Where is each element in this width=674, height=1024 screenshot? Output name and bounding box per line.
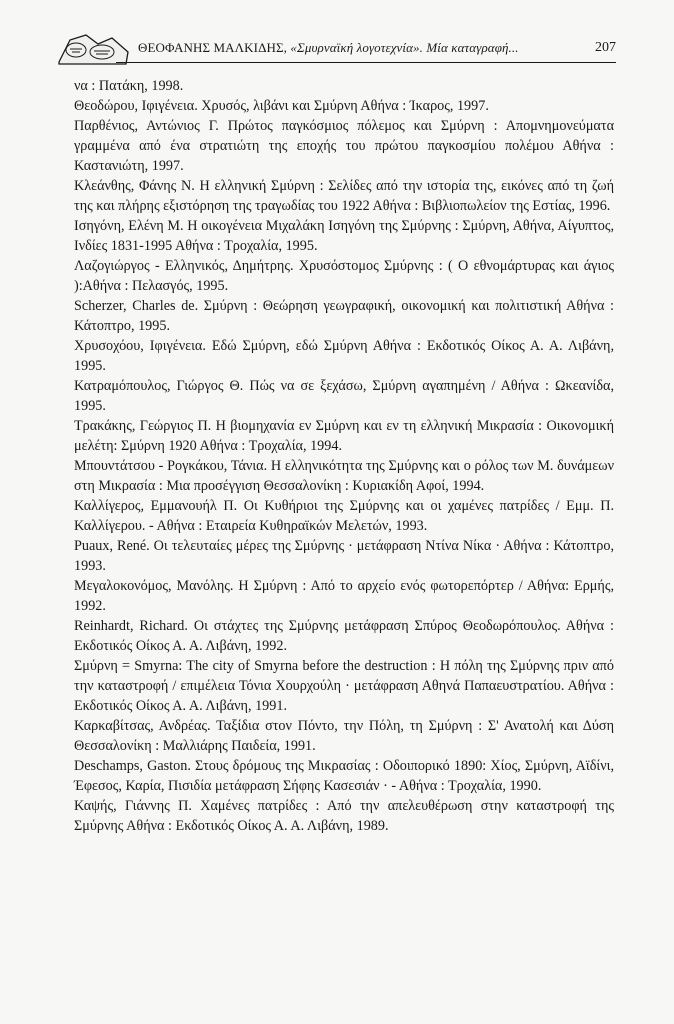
header-title: «Σμυρναϊκή λογοτεχνία». Μία καταγραφή... — [290, 40, 519, 55]
bibliography-entry: Μεγαλοκονόμος, Μανόλης. Η Σμύρνη : Από το αρχείο ενός φωτορεπόρτερ / Αθήνα: Ερμής, 1992. — [74, 578, 614, 614]
bibliography-entry: Καρκαβίτσας, Ανδρέας. Ταξίδια στον Πόντο, την Πόλη, τη Σμύρνη : Σ' Ανατολή και Δύση Θεσσαλονίκη : Μαλλιάρης Παιδεία, 1991. — [74, 718, 614, 754]
bibliography-entry: Κατραμόπουλος, Γιώργος Θ. Πώς να σε ξεχάσω, Σμύρνη αγαπημένη / Αθήνα : Ωκεανίδα, 1995. — [74, 378, 614, 414]
header-rule — [116, 62, 616, 63]
bibliography-entry: Παρθένιος, Αντώνιος Γ. Πρώτος παγκόσμιος πόλεμος και Σμύρνη : Απομνημονεύματα γραμμένα από ένα στρατιώτη της εποχής του πρώτου παγκοσμίου πολέμου Αθήνα : Καστανιώτη, 1997. — [74, 118, 614, 174]
page-number: 207 — [595, 40, 616, 55]
bibliography-entry: Κλεάνθης, Φάνης Ν. Η ελληνική Σμύρνη : Σελίδες από την ιστορία της, εικόνες από τη ζωή της και πλήρης εξιστόρηση της τραγωδίας του 1922 Αθήνα : Βιβλιοπωλείον της Εστίας, 1996. — [74, 178, 614, 214]
bibliography-entry: Καλλίγερος, Εμμανουήλ Π. Οι Κυθήριοι της Σμύρνης και οι χαμένες πατρίδες / Εμμ. Π. Καλλίγερου. - Αθήνα : Εταιρεία Κυθηραϊκών Μελετών, 1993. — [74, 498, 614, 534]
bibliography-entry: Puaux, René. Οι τελευταίες μέρες της Σμύρνης · μετάφραση Ντίνα Νίκα · Αθήνα : Κάτοπτρο, 1993. — [74, 538, 614, 574]
bibliography-entry: Deschamps, Gaston. Στους δρόμους της Μικρασίας : Οδοιπορικό 1890: Χίος, Σμύρνη, Αϊδίνι, Έφεσος, Καρία, Πισιδία μετάφραση Σήφης Κασεσιάν · - Αθήνα : Τροχαλία, 1990. — [74, 758, 614, 794]
running-header — [56, 28, 616, 68]
bibliography-entry: Καψής, Γιάννης Π. Χαμένες πατρίδες : Από την απελευθέρωση στην καταστροφή της Σμύρνης Αθήνα : Εκδοτικός Οίκος Α. Α. Λιβάνη, 1989. — [74, 798, 614, 834]
publisher-logo-icon — [56, 32, 132, 66]
bibliography-entry: Ισηγόνη, Ελένη Μ. Η οικογένεια Μιχαλάκη Ισηγόνη της Σμύρνης : Σμύρνη, Αθήνα, Αίγυπτος, Ινδίες 1831-1995 Αθήνα : Τροχαλία, 1995. — [74, 218, 614, 254]
bibliography-list — [74, 76, 614, 836]
bibliography-entry: Σμύρνη = Smyrna: The city of Smyrna before the destruction : Η πόλη της Σμύρνης πριν από την καταστροφή / επιμέλεια Τόνια Χουρχούλη · μετάφραση Αθηνά Παπαευστρατίου. Αθήνα : Εκδοτικός Οίκος Α. Α. Λιβάνη, 1991. — [74, 658, 614, 714]
bibliography-entry: Θεοδώρου, Ιφιγένεια. Χρυσός, λιβάνι και Σμύρνη Αθήνα : Ίκαρος, 1997. — [74, 98, 489, 114]
bibliography-entry: να : Πατάκη, 1998. — [74, 78, 184, 94]
bibliography-entry: Τρακάκης, Γεώργιος Π. Η βιομηχανία εν Σμύρνη και εν τη ελληνική Μικρασία : Οικονομική μελέτη: Σμύρνη 1920 Αθήνα : Τροχαλία, 1994. — [74, 418, 614, 454]
header-text — [138, 40, 519, 56]
bibliography-entry: Scherzer, Charles de. Σμύρνη : Θεώρηση γεωγραφική, οικονομική και πολιτιστική Αθήνα : Κάτοπτρο, 1995. — [74, 298, 614, 334]
bibliography-entry: Μπουντάτσου - Ρογκάκου, Τάνια. Η ελληνικότητα της Σμύρνης και ο ρόλος των Μ. δυνάμεων στη Μικρασία : Μια προσέγγιση Θεσσαλονίκη : Κυριακίδη Αφοί, 1994. — [74, 458, 614, 494]
bibliography-entry: Λαζογιώργος - Ελληνικός, Δημήτρης. Χρυσόστομος Σμύρνης : ( Ο εθνομάρτυρας και άγιος ):Αθήνα : Πελασγός, 1995. — [74, 258, 614, 294]
bibliography-entry: Reinhardt, Richard. Οι στάχτες της Σμύρνης μετάφραση Σπύρος Θεοδωρόπουλος. Αθήνα : Εκδοτικός Οίκος Α. Α. Λιβάνη, 1992. — [74, 618, 614, 654]
bibliography-entry: Χρυσοχόου, Ιφιγένεια. Εδώ Σμύρνη, εδώ Σμύρνη Αθήνα : Εκδοτικός Οίκος Α. Α. Λιβάνη, 1995. — [74, 338, 614, 374]
header-author: ΘΕΟΦΑΝΗΣ ΜΑΛΚΙΔΗΣ, — [138, 40, 288, 55]
